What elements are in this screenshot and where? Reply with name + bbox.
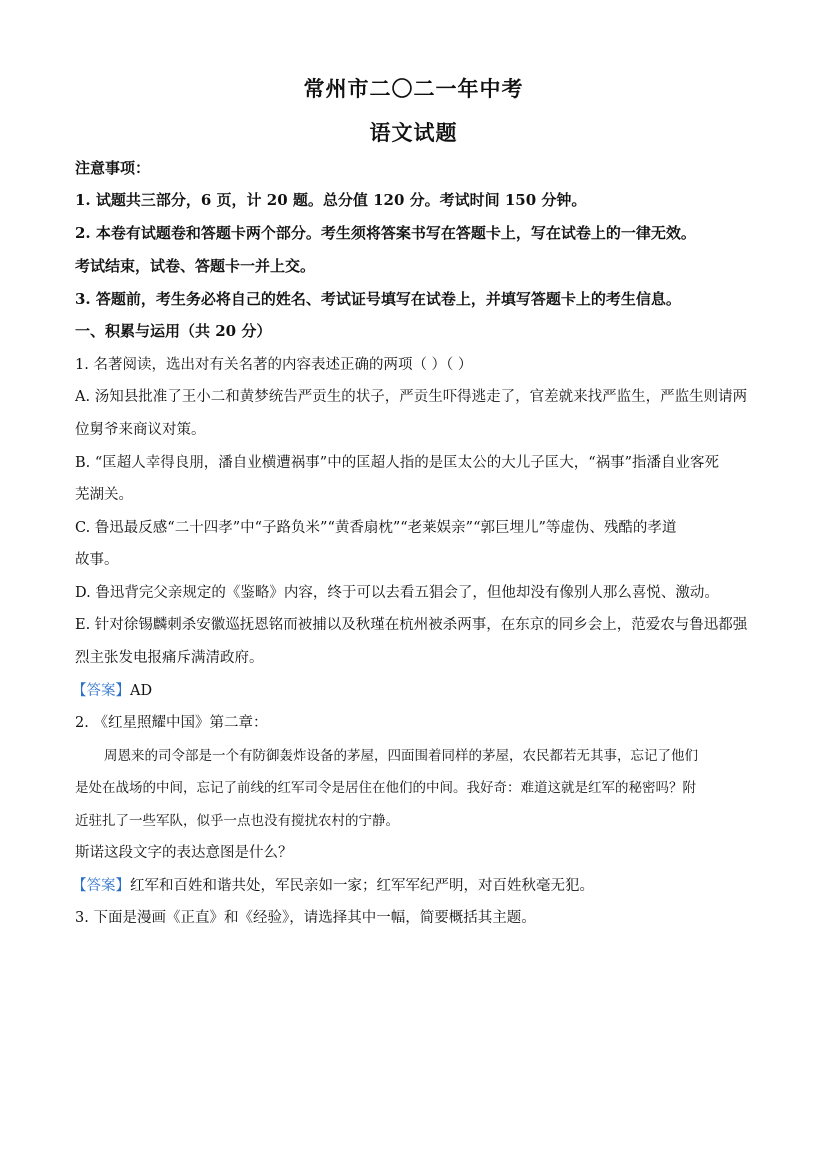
notice-item-2: 2. 本卷有试题卷和答题卡两个部分。考生须将答案书写在答题卡上，写在试卷上的一律无效。 (75, 224, 696, 242)
exam-subtitle: 语文试题 (369, 120, 458, 145)
section-heading: 一、积累与运用（共 20 分） (75, 322, 272, 340)
q1-option-e-cont: 烈主张发电报痛斥满清政府。 (75, 650, 264, 666)
notice-heading: 注意事项： (75, 159, 151, 177)
exam-title: 常州市二〇二一年中考 (303, 76, 524, 101)
q1-option-c-cont: 故事。 (75, 552, 119, 568)
answer-value: 红军和百姓和谐共处，军民亲如一家；红军军纪严明，对百姓秋毫无犯。 (130, 878, 594, 894)
answer-tag: 【答案】 (72, 878, 130, 894)
q1-option-d: D. 鲁迅背完父亲规定的《鉴略》内容，终于可以去看五猖会了，但他却没有像别人那么喜悦、激动。 (75, 585, 719, 601)
q2-passage-line-1: 周恩来的司令部是一个有防御轰炸设备的茅屋，四面围着同样的茅屋，农民都若无其事，忘记了他们 (104, 748, 698, 764)
notice-item-1: 1. 试题共三部分，6 页，计 20 题。总分值 120 分。考试时间 150 分钟。 (75, 191, 587, 209)
q2-question: 斯诺这段文字的表达意图是什么？ (75, 845, 293, 861)
q1-answer (72, 679, 752, 700)
answer-tag: 【答案】 (72, 683, 130, 699)
q2-answer (72, 874, 752, 895)
q2-stem: 2. 《红星照耀中国》第二章： (75, 715, 268, 731)
notice-item-2-cont: 考试结束，试卷、答题卡一并上交。 (75, 257, 316, 275)
q1-option-a: A. 汤知县批准了王小二和黄梦统告严贡生的状子，严贡生吓得逃走了，官差就来找严监生，严监生则请两 (75, 389, 748, 405)
q1-option-b: B. “匡超人幸得良朋，潘自业横遭祸事”中的匡超人指的是匡太公的大儿子匡大，“祸事”指潘自业客死 (75, 455, 720, 471)
q3-stem: 3. 下面是漫画《正直》和《经验》，请选择其中一幅，简要概括其主题。 (75, 910, 536, 926)
q1-option-e: E. 针对徐锡麟刺杀安徽巡抚恩铭而被捕以及秋瑾在杭州被杀两事，在东京的同乡会上，范爱农与鲁迅都强 (75, 617, 748, 633)
notice-item-3: 3. 答题前，考生务必将自己的姓名、考试证号填写在试卷上，并填写答题卡上的考生信息。 (75, 290, 681, 308)
q1-option-a-cont: 位舅爷来商议对策。 (75, 422, 206, 438)
q2-passage-line-3: 近驻扎了一些军队，似乎一点也没有搅扰农村的宁静。 (75, 813, 399, 829)
answer-value: AD (130, 683, 153, 699)
q2-passage-line-2: 是处在战场的中间，忘记了前线的红军司令是居住在他们的中间。我好奇：难道这就是红军的秘密吗？附 (75, 780, 696, 796)
q1-stem: 1. 名著阅读，选出对有关名著的内容表述正确的两项（ ）（ ） (75, 357, 473, 373)
q1-option-b-cont: 芜湖关。 (75, 487, 133, 503)
q1-option-c: C. 鲁迅最反感“二十四孝”中“子路负米”“黄香扇枕”“老莱娱亲”“郭巨埋儿”等虚伪、残酷的孝道 (75, 520, 677, 536)
